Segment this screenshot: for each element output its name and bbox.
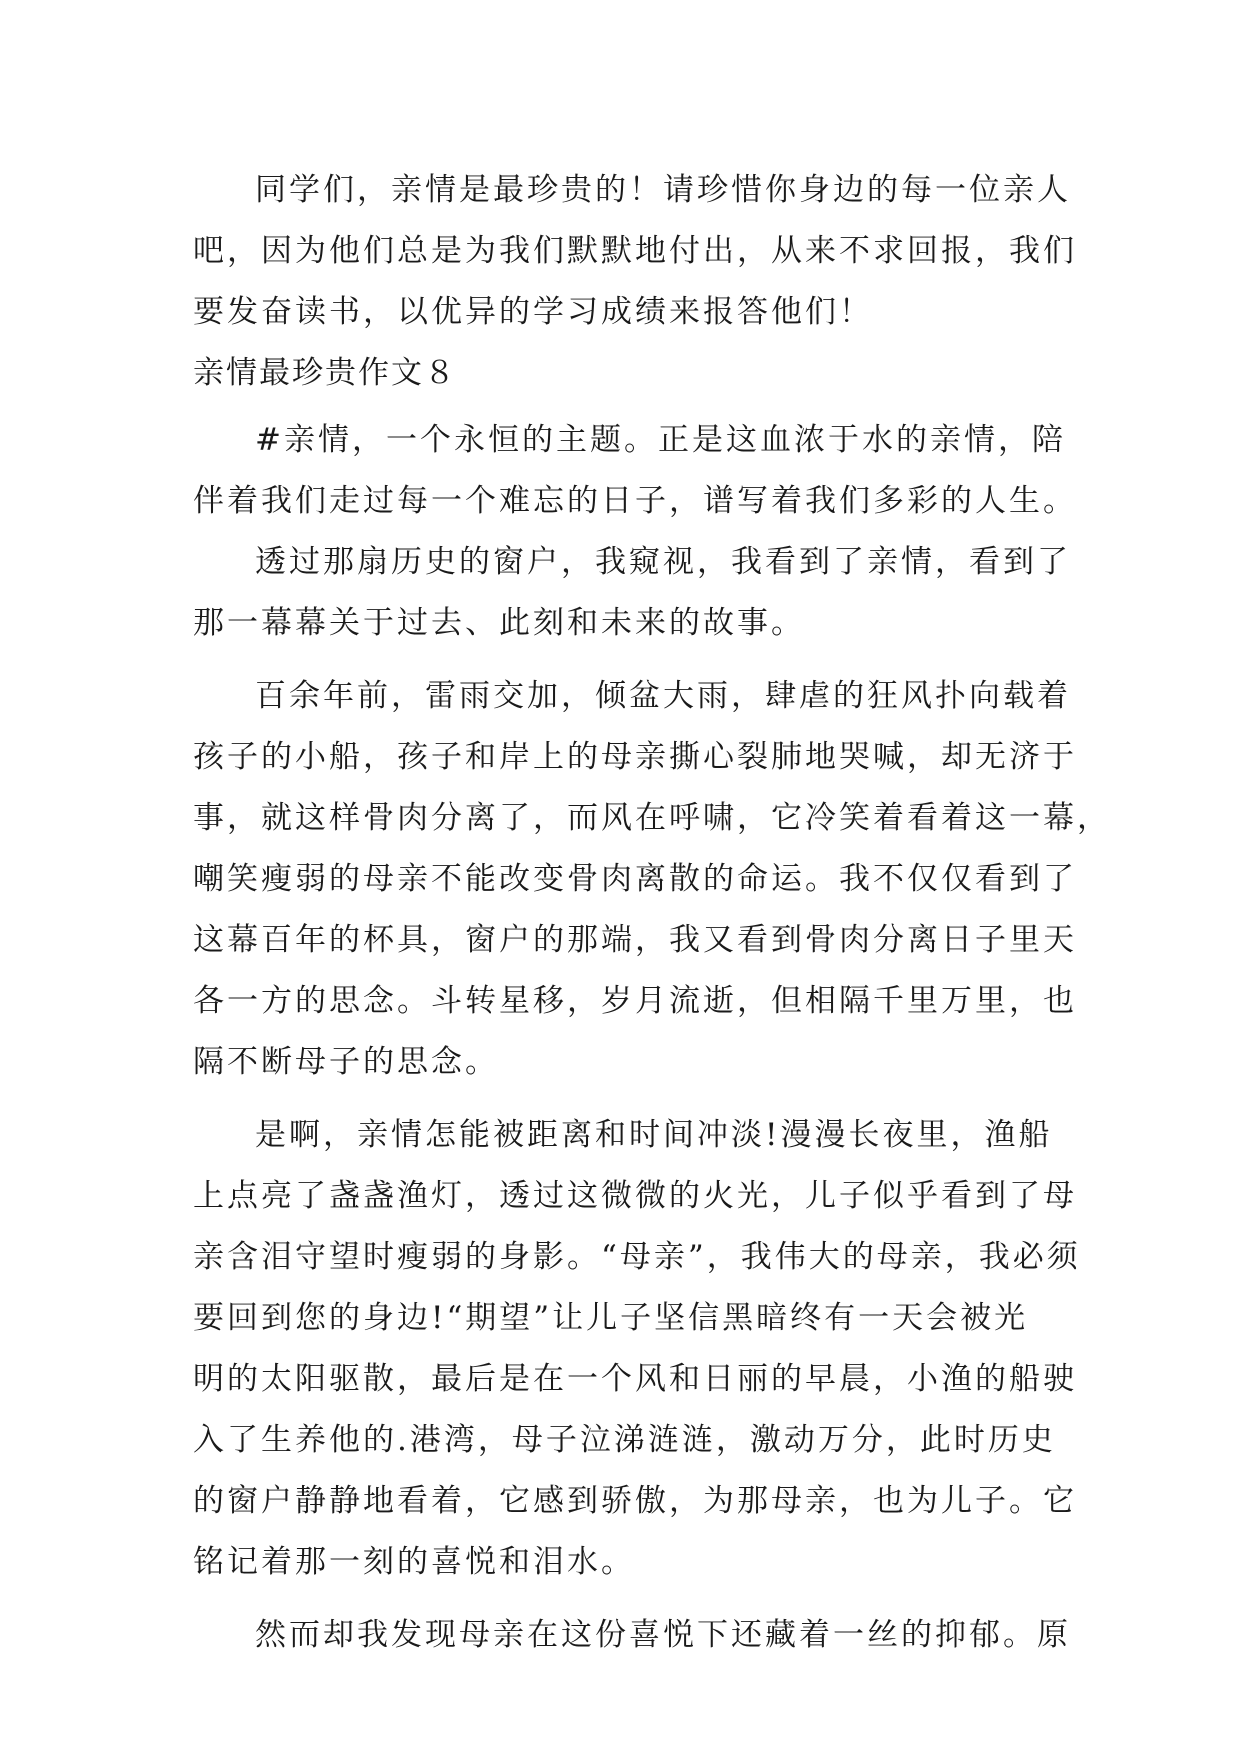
text-line: 然而却我发现母亲在这份喜悦下还藏着一丝的抑郁。原: [255, 1617, 1071, 1653]
paragraph-window: [193, 532, 1071, 654]
text-line: 伴着我们走过每一个难忘的日子，谱写着我们多彩的人生。: [193, 483, 1077, 519]
text-line: 隔不断母子的思念。: [193, 1044, 499, 1080]
text-line: 透过那扇历史的窗户，我窥视，我看到了亲情，看到了: [255, 544, 1071, 580]
text-line: 入了生养他的.港湾，母子泣涕涟涟，激动万分，此时历史: [193, 1422, 1056, 1458]
essay-heading: 亲情最珍贵作文８: [193, 355, 457, 391]
text-line: 要回到您的身边!“期望”让儿子坚信黑暗终有一天会被光: [193, 1300, 1029, 1336]
paragraph-century-ago: [193, 666, 1111, 1093]
text-line: 要发奋读书，以优异的学习成绩来报答他们！: [193, 294, 873, 330]
text-line: 亲含泪守望时瘦弱的身影。“母亲”，我伟大的母亲，我必须: [193, 1239, 1081, 1275]
text-line: 百余年前，雷雨交加，倾盆大雨，肆虐的狂风扑向载着: [255, 678, 1071, 714]
text-line: 那一幕幕关于过去、此刻和未来的故事。: [193, 605, 805, 641]
text-line: 的窗户静静地看着，它感到骄傲，为那母亲，也为儿子。它: [193, 1483, 1077, 1519]
text-line: 这幕百年的杯具，窗户的那端，我又看到骨肉分离日子里天: [193, 922, 1077, 958]
paragraph-intro: [193, 410, 1077, 532]
text-line: 铭记着那一刻的喜悦和泪水。: [193, 1544, 635, 1580]
text-line: 孩子的小船，孩子和岸上的母亲撕心裂肺地哭喊，却无济于: [193, 739, 1077, 775]
text-line: 事，就这样骨肉分离了，而风在呼啸，它冷笑着看着这一幕，: [193, 800, 1111, 836]
paragraph-closing: [193, 160, 1077, 343]
paragraph-reunion: [193, 1105, 1081, 1593]
paragraph-however: [193, 1605, 1071, 1666]
document-page: [193, 160, 1111, 1666]
text-line: 同学们，亲情是最珍贵的！请珍惜你身边的每一位亲人: [255, 172, 1071, 208]
text-line: 是啊，亲情怎能被距离和时间冲淡!漫漫长夜里，渔船: [255, 1117, 1053, 1153]
text-line: 吧，因为他们总是为我们默默地付出，从来不求回报，我们: [193, 233, 1077, 269]
text-line: 上点亮了盏盏渔灯，透过这微微的火光，儿子似乎看到了母: [193, 1178, 1077, 1214]
text-line: 嘲笑瘦弱的母亲不能改变骨肉离散的命运。我不仅仅看到了: [193, 861, 1077, 897]
text-line: 明的太阳驱散，最后是在一个风和日丽的早晨，小渔的船驶: [193, 1361, 1077, 1397]
text-line: #亲情，一个永恒的主题。正是这血浓于水的亲情，陪: [255, 422, 1066, 458]
text-line: 各一方的思念。斗转星移，岁月流逝，但相隔千里万里，也: [193, 983, 1077, 1019]
